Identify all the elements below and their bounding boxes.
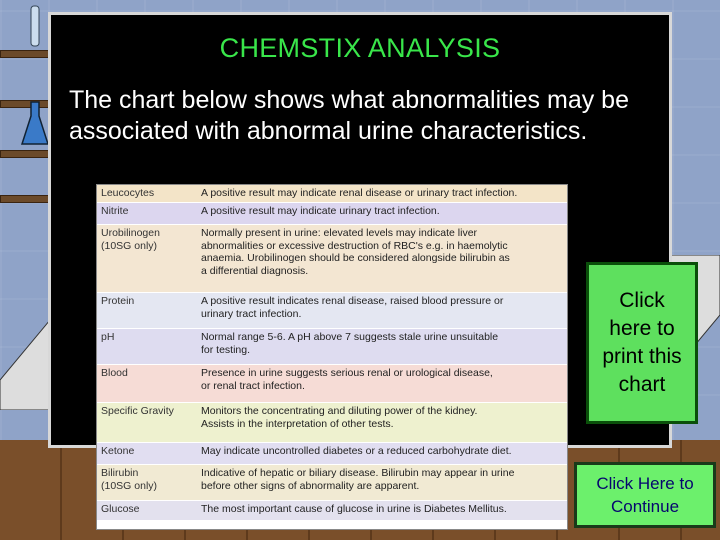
chart-row — [97, 293, 567, 329]
chart-row-name: Nitrite — [101, 205, 129, 217]
test-tube-icon — [24, 4, 46, 50]
chart-row-name: Urobilinogen (10SG only) — [101, 227, 160, 252]
chart-row-name: Protein — [101, 295, 135, 307]
print-chart-button[interactable] — [586, 262, 698, 424]
chart-row-name: pH — [101, 331, 115, 343]
shelf — [0, 150, 52, 158]
chart-row — [97, 443, 567, 465]
chart-row-name: Glucose — [101, 503, 140, 515]
chart-row-name: Specific Gravity — [101, 405, 174, 417]
chart-row-description: A positive result may indicate renal disease or urinary tract infection. — [201, 187, 518, 199]
chart-row-name: Ketone — [101, 445, 135, 457]
shelf — [0, 50, 52, 58]
chart-row-description: May indicate uncontrolled diabetes or a reduced carbohydrate diet. — [201, 445, 512, 457]
flask-icon — [20, 100, 50, 150]
chart-row-description: Normal range 5-6. A pH above 7 suggests stale urine unsuitable for testing. — [201, 331, 499, 356]
page-title: CHEMSTIX ANALYSIS — [219, 33, 501, 63]
table-edge — [0, 300, 50, 410]
chart-row-description: Indicative of hepatic or biliary disease. Bilirubin may appear in urine before other signs of abnormality are apparent. — [201, 467, 515, 492]
continue-button[interactable] — [574, 462, 716, 528]
chart-row — [97, 225, 567, 293]
chart-row-name: Bilirubin (10SG only) — [101, 467, 158, 492]
chart-row — [97, 501, 567, 521]
chart-row-name: Blood — [101, 367, 128, 379]
urine-analysis-chart — [96, 184, 568, 530]
chart-row-description: Normally present in urine: elevated levels may indicate liver abnormalities or excessive destruction of RBC's e.g. in haemolytic anaemia. Urobilinogen should be considered alongside bilirubin as a differential diagnosis. — [201, 227, 510, 277]
chart-row-description: Monitors the concentrating and diluting power of the kidney. Assists in the interpretation of other tests. — [201, 405, 478, 430]
chart-row — [97, 185, 567, 203]
print-chart-label: Click here to print this chart — [602, 289, 682, 396]
chart-row-description: The most important cause of glucose in urine is Diabetes Mellitus. — [201, 503, 507, 515]
chart-row-description: A positive result indicates renal disease, raised blood pressure or urinary tract infection. — [201, 295, 504, 320]
chart-row — [97, 329, 567, 365]
continue-label: Click Here to Continue — [596, 474, 694, 516]
chart-row-description: Presence in urine suggests serious renal or urological disease, or renal tract infection. — [201, 367, 493, 392]
chart-row — [97, 203, 567, 225]
intro-text: The chart below shows what abnormalities may be associated with abnormal urine characteristics. — [69, 86, 629, 145]
chart-row-name: Leucocytes — [101, 187, 155, 199]
chart-row — [97, 465, 567, 501]
chart-row — [97, 365, 567, 403]
chart-row-description: A positive result may indicate urinary tract infection. — [201, 205, 440, 217]
shelf — [0, 195, 52, 203]
chart-row — [97, 403, 567, 443]
